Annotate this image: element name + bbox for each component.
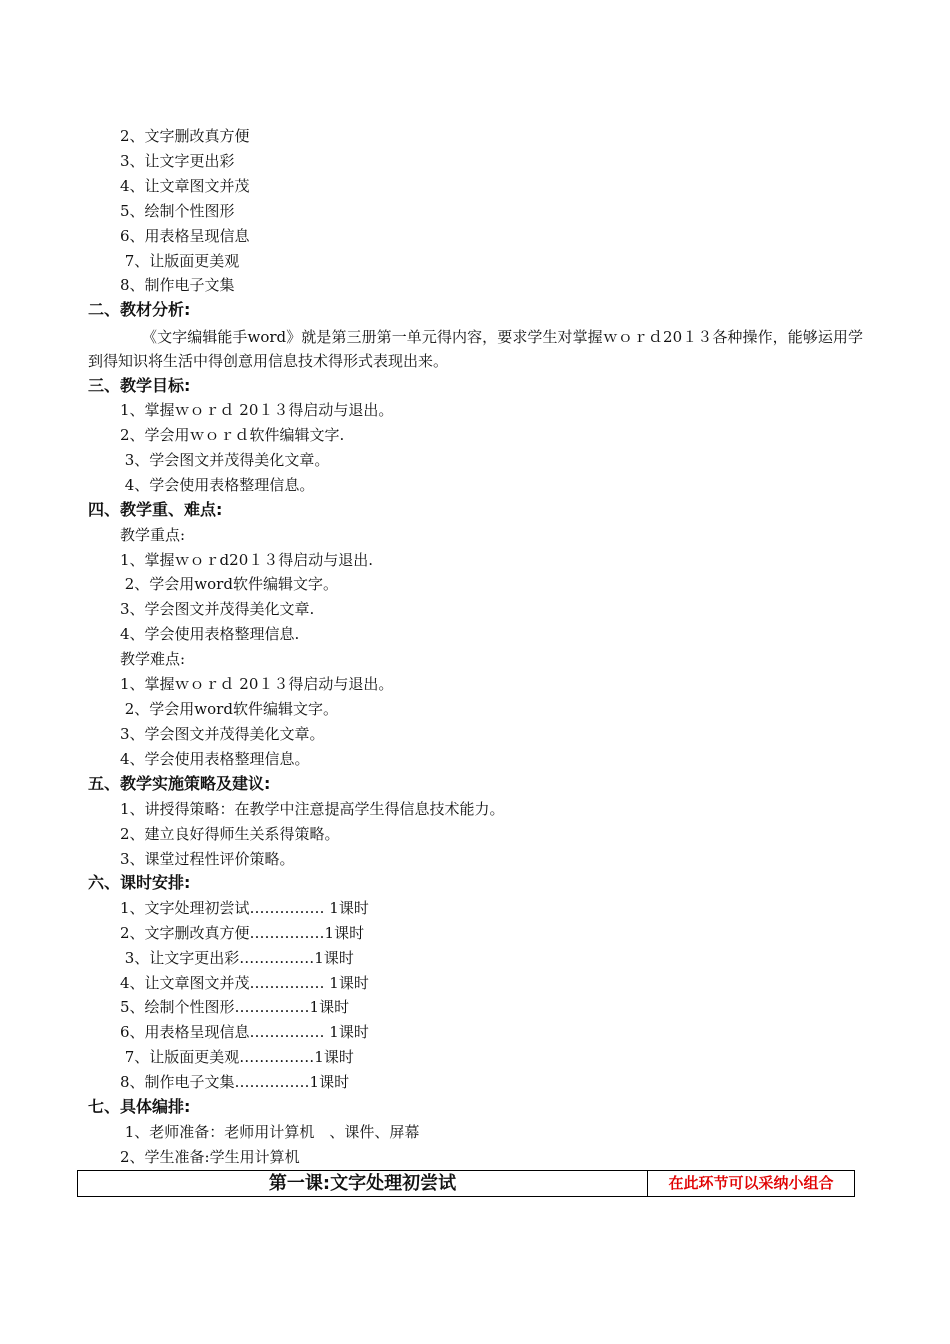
sub-label-difficult-points: 教学难点: xyxy=(120,650,186,668)
section-heading-arrangement: 七、具体编排: xyxy=(88,1097,191,1116)
list-item: 2、学会用word软件编辑文字。 xyxy=(120,700,338,718)
list-item: 2、文字删改真方便 xyxy=(120,127,250,145)
list-item: 4、学会使用表格整理信息. xyxy=(120,625,300,643)
list-item: 1、文字处理初尝试…………… 1课时 xyxy=(120,899,369,917)
lesson-note: 在此环节可以采纳小组合 xyxy=(647,1171,854,1196)
list-item: 1、掌握ｗｏｒd20１３得启动与退出. xyxy=(120,551,374,569)
sub-label-key-points: 教学重点: xyxy=(120,526,186,544)
list-item: 8、制作电子文集……………1课时 xyxy=(120,1073,350,1091)
list-item: 2、学会用ｗｏｒｄ软件编辑文字. xyxy=(120,426,345,444)
section-heading-key-difficult: 四、教学重、难点: xyxy=(88,500,223,519)
list-item: 7、让版面更美观 xyxy=(120,252,240,270)
list-item: 1、讲授得策略：在教学中注意提高学生得信息技术能力。 xyxy=(120,800,505,818)
list-item: 3、学会图文并茂得美化文章. xyxy=(120,600,315,618)
list-item: 2、文字删改真方便……………1课时 xyxy=(120,924,365,942)
list-item: 2、建立良好得师生关系得策略。 xyxy=(120,825,340,843)
list-item: 3、学会图文并茂得美化文章。 xyxy=(120,725,325,743)
list-item: 1、老师准备：老师用计算机 、课件、屏幕 xyxy=(120,1123,420,1141)
list-item: 5、绘制个性图形 xyxy=(120,202,235,220)
list-item: 7、让版面更美观……………1课时 xyxy=(120,1048,354,1066)
list-item: 3、学会图文并茂得美化文章。 xyxy=(120,451,330,469)
list-item: 3、让文字更出彩 xyxy=(120,152,235,170)
list-item: 1、掌握ｗｏｒｄ 20１３得启动与退出。 xyxy=(120,401,394,419)
list-item: 2、学会用word软件编辑文字。 xyxy=(120,575,338,593)
list-item: 8、制作电子文集 xyxy=(120,276,235,294)
section-heading-teaching-goals: 三、教学目标: xyxy=(88,376,191,395)
list-item: 4、让文章图文并茂 xyxy=(120,177,250,195)
lesson-table xyxy=(77,1170,855,1197)
list-item: 3、让文字更出彩……………1课时 xyxy=(120,949,354,967)
list-item: 2、学生准备:学生用计算机 xyxy=(120,1148,300,1166)
section-heading-material-analysis: 二、教材分析: xyxy=(88,300,191,319)
material-analysis-paragraph: 《文字编辑能手word》就是第三册第一单元得内容，要求学生对掌握ｗｏｒｄ20１３各种操作，能够运用学到得知识将生活中得创意用信息技术得形式表现出来。 xyxy=(88,328,863,370)
list-item: 4、学会使用表格整理信息。 xyxy=(120,750,310,768)
list-item: 4、让文章图文并茂…………… 1课时 xyxy=(120,974,369,992)
list-item: 4、学会使用表格整理信息。 xyxy=(120,476,315,494)
list-item: 3、课堂过程性评价策略。 xyxy=(120,850,295,868)
lesson-title: 第一课:文字处理初尝试 xyxy=(268,1173,457,1194)
section-heading-schedule: 六、课时安排: xyxy=(88,873,191,892)
list-item: 6、用表格呈现信息…………… 1课时 xyxy=(120,1023,369,1041)
section-heading-strategies: 五、教学实施策略及建议: xyxy=(88,774,271,793)
list-item: 5、绘制个性图形……………1课时 xyxy=(120,998,350,1016)
list-item: 6、用表格呈现信息 xyxy=(120,227,250,245)
list-item: 1、掌握ｗｏｒｄ 20１３得启动与退出。 xyxy=(120,675,394,693)
